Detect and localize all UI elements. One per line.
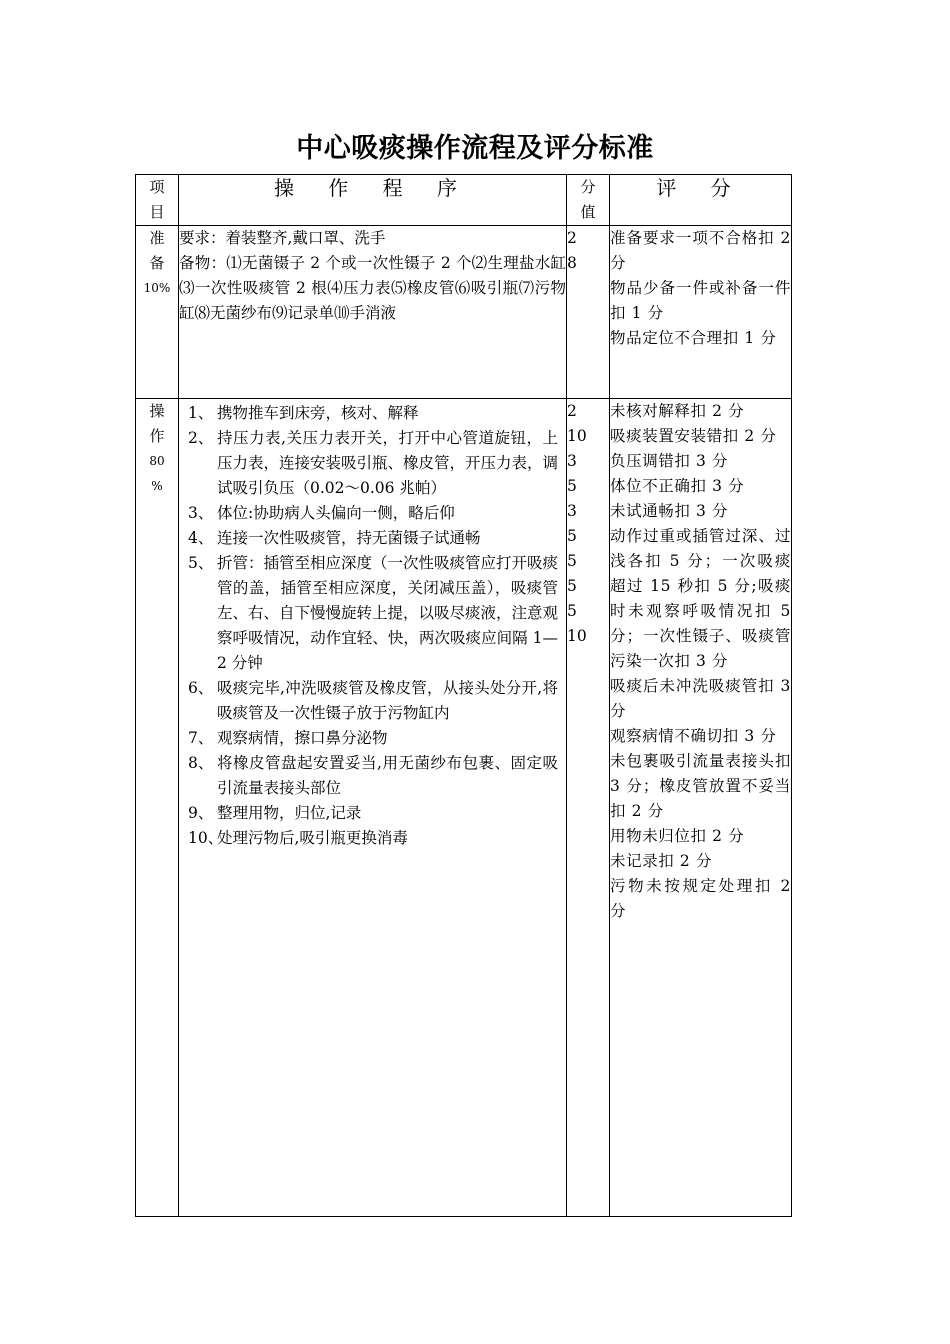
operation-step <box>188 826 558 851</box>
operation-value: 5 <box>567 477 577 495</box>
prep-criterion: 准备要求一项不合格扣 2 分 <box>610 229 791 272</box>
header-item-char-2: 目 <box>149 203 165 221</box>
prep-label-char-2: 备 <box>149 254 165 272</box>
operation-step <box>188 501 558 526</box>
operation-steps <box>179 399 566 851</box>
prep-row <box>136 226 792 399</box>
prep-value: 2 <box>567 229 577 247</box>
step-number: 9、 <box>188 804 214 822</box>
operation-criterion: 未核对解释扣 2 分 <box>610 402 745 420</box>
operation-criterion: 动作过重或插管过深、过浅各扣 5 分；一次吸痰超过 15 秒扣 5 分;吸痰时未观察呼吸情况扣 5 分；一次性镊子、吸痰管污染一次扣 3 分 <box>610 527 791 670</box>
operation-value: 10 <box>567 627 587 645</box>
page-title: 中心吸痰操作流程及评分标准 <box>296 133 654 164</box>
operation-value: 10 <box>567 427 587 445</box>
operation-label-char-2: 作 <box>149 427 165 445</box>
operation-criterion: 体位不正确扣 3 分 <box>610 477 745 495</box>
operation-criterion: 未试通畅扣 3 分 <box>610 502 729 520</box>
operation-value: 2 <box>567 402 577 420</box>
operation-criterion: 未记录扣 2 分 <box>610 852 713 870</box>
prep-items: 备物：⑴无菌镊子 2 个或一次性镊子 2 个⑵生理盐水缸⑶一次性吸痰管 2 根⑷压力表⑸橡皮管⑹吸引瓶⑺污物缸⑻无菌纱布⑼记录单⑽手消液 <box>179 254 566 322</box>
step-number: 6、 <box>188 679 214 697</box>
step-text: 处理污物后,吸引瓶更换消毒 <box>217 829 408 847</box>
operation-criterion: 观察病情不确切扣 3 分 <box>610 727 777 745</box>
operation-step <box>188 726 558 751</box>
operation-step <box>188 401 558 426</box>
step-text: 折管：插管至相应深度（一次性吸痰管应打开吸痰管的盖，插管至相应深度，关闭减压盖），吸痰管左、右、自下慢慢旋转上提，以吸尽痰液，注意观察呼吸情况，动作宜轻、快，两次吸痰应间隔 1—2 分钟 <box>217 554 559 672</box>
prep-procedure-cell <box>179 226 567 399</box>
step-number: 3、 <box>188 504 214 522</box>
operation-criterion: 吸痰后未冲洗吸痰管扣 3 分 <box>610 677 791 720</box>
operation-step <box>188 551 558 676</box>
operation-criterion: 污物未按规定处理扣 2 分 <box>610 877 791 920</box>
step-text: 观察病情，擦口鼻分泌物 <box>217 729 388 747</box>
header-value-char-2: 值 <box>580 203 596 221</box>
operation-value: 3 <box>567 452 577 470</box>
step-text: 连接一次性吸痰管，持无菌镊子试通畅 <box>217 529 481 547</box>
prep-label-char-1: 准 <box>149 229 165 247</box>
step-text: 体位:协助病人头偏向一侧，略后仰 <box>217 504 455 522</box>
header-item-char-1: 项 <box>149 178 165 196</box>
operation-step <box>188 426 558 501</box>
header-score: 评 分 <box>610 175 792 226</box>
prep-values-cell <box>567 226 610 399</box>
step-number: 4、 <box>188 529 214 547</box>
step-number: 1、 <box>188 404 214 422</box>
step-number: 5、 <box>188 554 214 572</box>
prep-percent: 10% <box>143 281 171 295</box>
operation-criterion: 用物未归位扣 2 分 <box>610 827 745 845</box>
header-item-cell <box>136 175 179 226</box>
header-value-char-1: 分 <box>580 178 596 196</box>
operation-percent-number: 80 <box>149 454 165 468</box>
operation-criterion: 负压调错扣 3 分 <box>610 452 729 470</box>
step-number: 8、 <box>188 754 214 772</box>
operation-step <box>188 801 558 826</box>
operation-criterion: 未包裹吸引流量表接头扣 3 分；橡皮管放置不妥当扣 2 分 <box>610 752 791 820</box>
scoring-table <box>135 174 792 1217</box>
step-number: 10、 <box>188 829 224 847</box>
operation-value: 5 <box>567 552 577 570</box>
operation-procedure-cell <box>179 399 567 1217</box>
operation-step <box>188 526 558 551</box>
prep-requirement: 要求：着装整齐,戴口罩、洗手 <box>179 229 386 247</box>
operation-row <box>136 399 792 1217</box>
prep-criterion: 物品定位不合理扣 1 分 <box>610 329 777 347</box>
prep-value: 8 <box>567 254 577 272</box>
prep-criteria-cell <box>610 226 792 399</box>
operation-criterion: 吸痰装置安装错扣 2 分 <box>610 427 777 445</box>
operation-value: 5 <box>567 577 577 595</box>
step-number: 7、 <box>188 729 214 747</box>
step-text: 整理用物，归位,记录 <box>217 804 362 822</box>
operation-value: 5 <box>567 602 577 620</box>
prep-criterion: 物品少备一件或补备一件扣 1 分 <box>610 279 791 322</box>
header-procedure: 操 作 程 序 <box>179 175 567 226</box>
header-value-cell <box>567 175 610 226</box>
step-text: 携物推车到床旁，核对、解释 <box>217 404 419 422</box>
operation-step <box>188 676 558 726</box>
operation-value: 5 <box>567 527 577 545</box>
operation-step <box>188 751 558 801</box>
step-text: 吸痰完毕,冲洗吸痰管及橡皮管，从接头处分开,将吸痰管及一次性镊子放于污物缸内 <box>217 679 558 722</box>
step-text: 持压力表,关压力表开关，打开中心管道旋钮，上压力表，连接安装吸引瓶、橡皮管，开压力表，调试吸引负压（0.02～0.06 兆帕） <box>217 429 559 497</box>
step-number: 2、 <box>188 429 214 447</box>
step-text: 将橡皮管盘起安置妥当,用无菌纱布包裹、固定吸引流量表接头部位 <box>217 754 558 797</box>
operation-label-cell <box>136 399 179 1217</box>
prep-label-cell <box>136 226 179 399</box>
operation-criteria-cell <box>610 399 792 1217</box>
operation-label-char-1: 操 <box>149 402 165 420</box>
header-row <box>136 175 792 226</box>
operation-values-cell <box>567 399 610 1217</box>
operation-percent-sign: % <box>151 479 163 493</box>
operation-value: 3 <box>567 502 577 520</box>
